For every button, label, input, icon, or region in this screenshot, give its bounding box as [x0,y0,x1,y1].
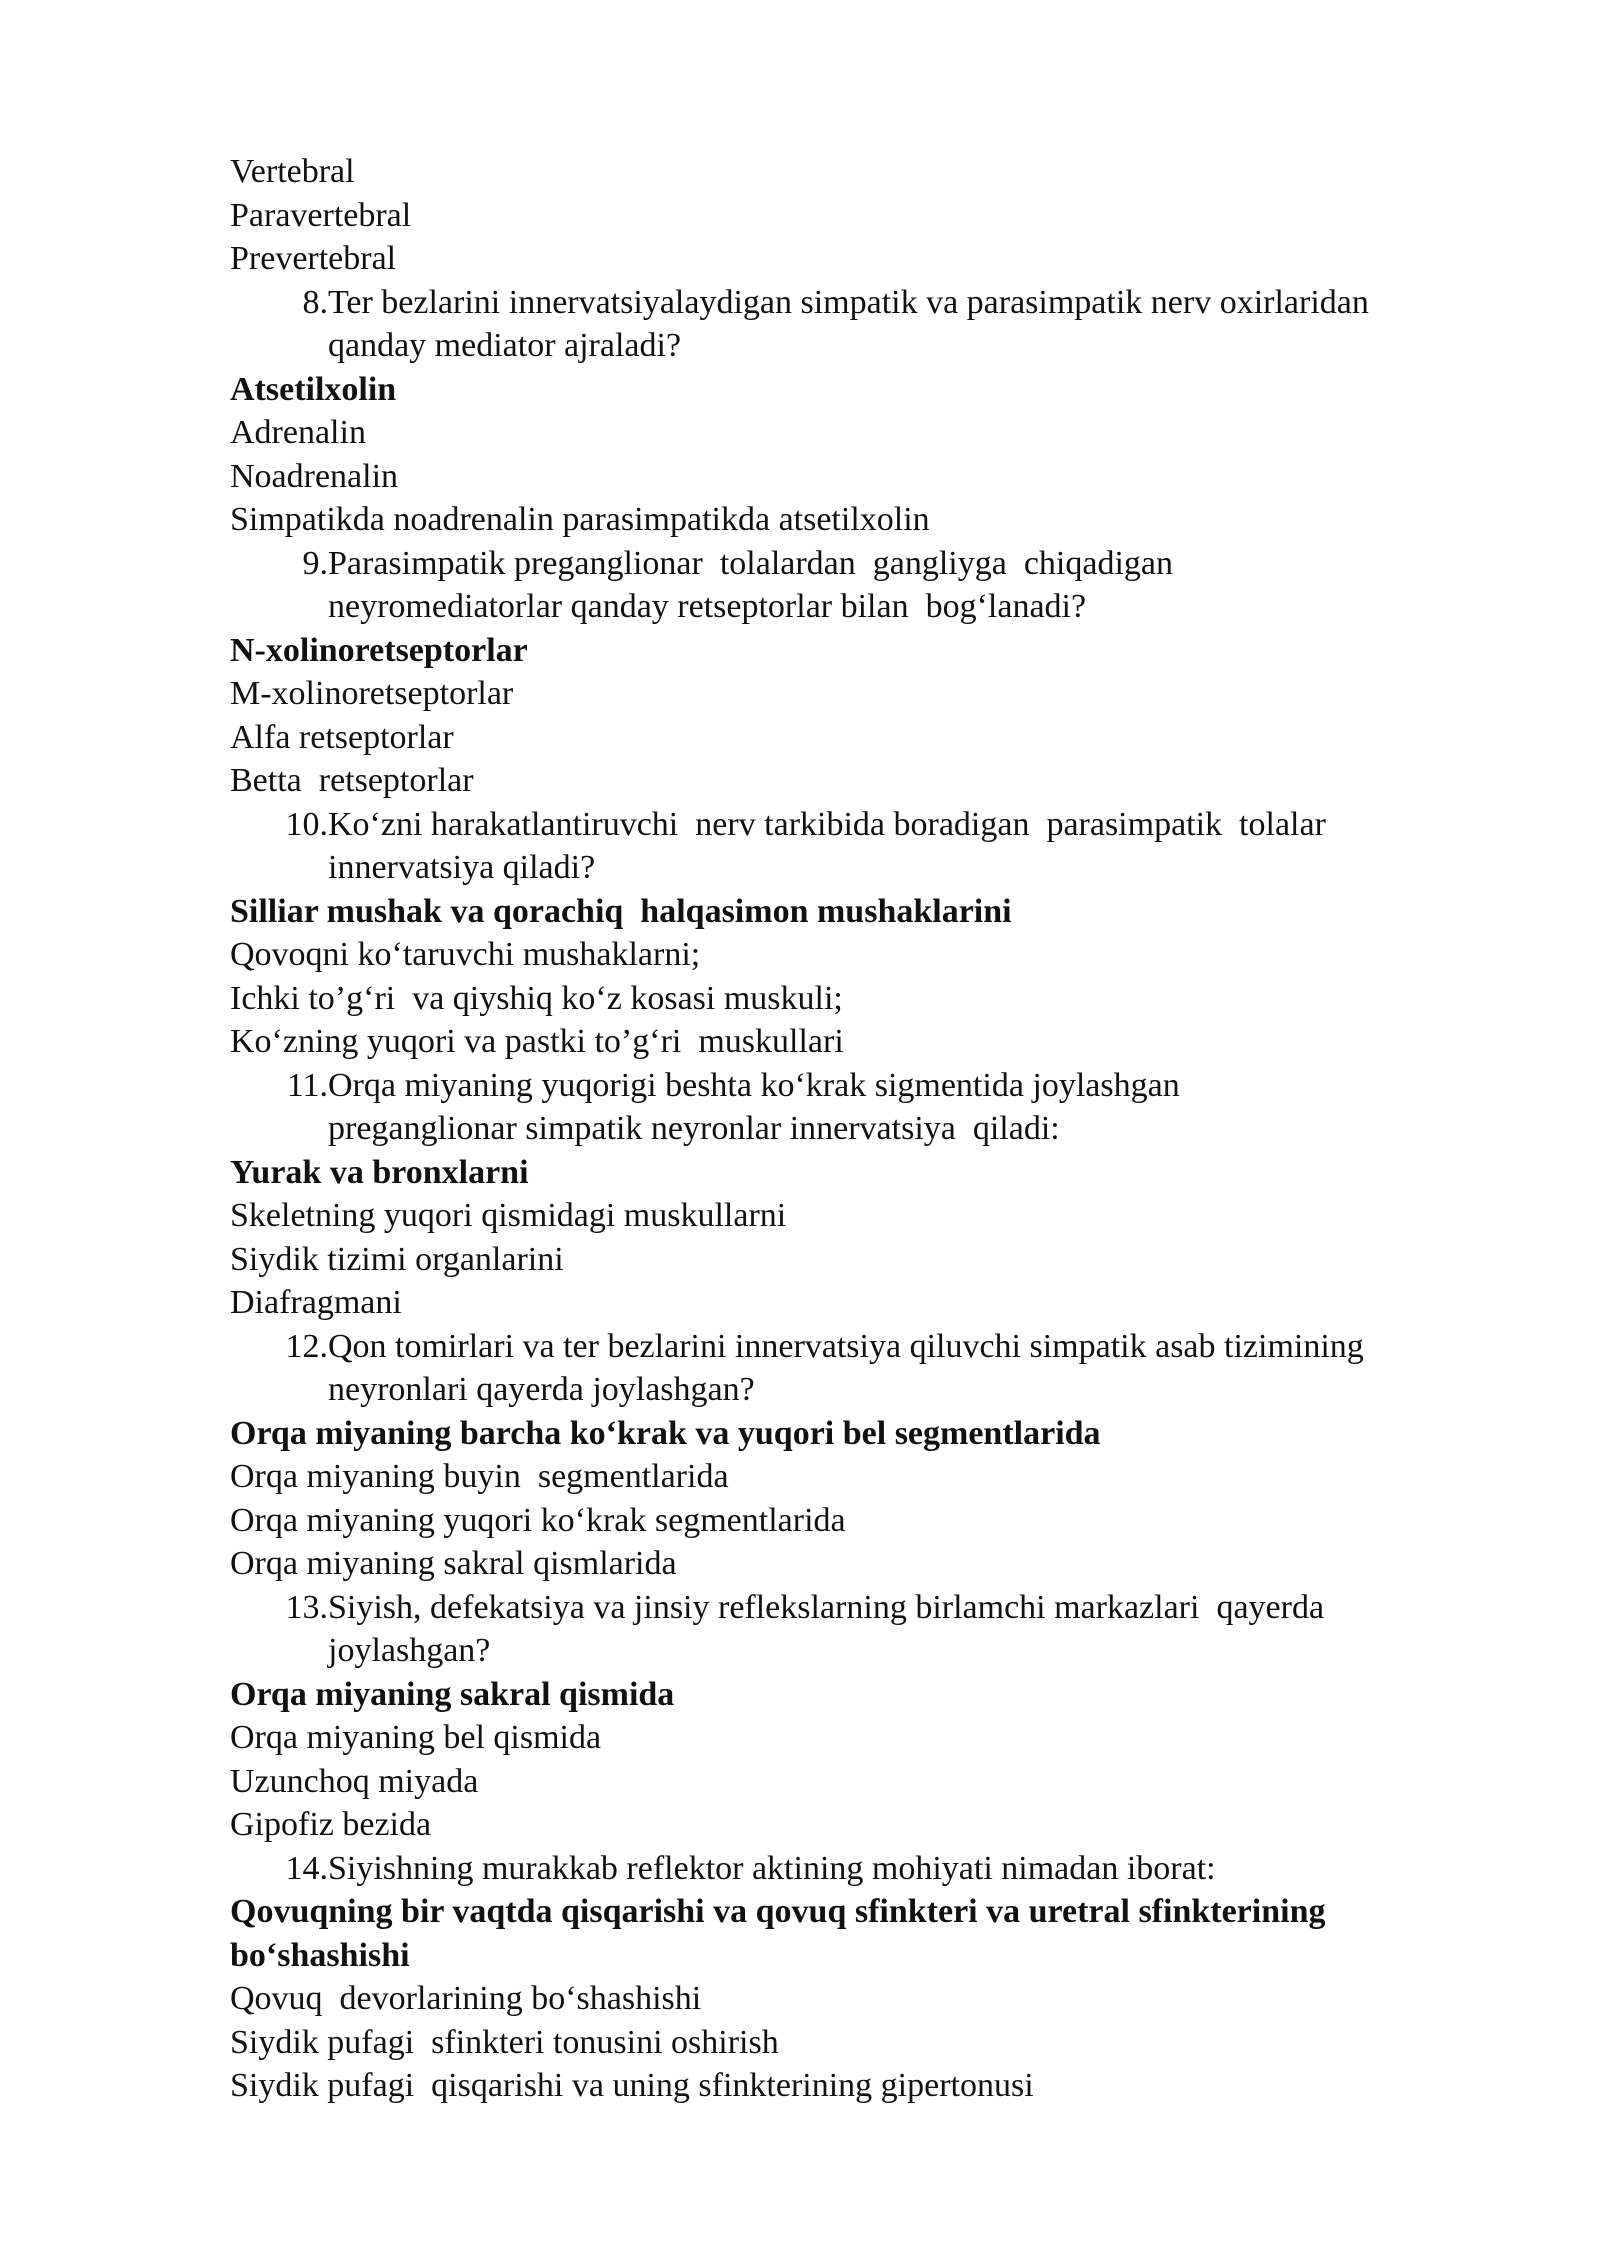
question-number: 8. [302,283,328,321]
correct-answer-option: bo‘shashishi [230,1936,410,1974]
question-text-line: preganglionar simpatik neyronlar innervatsiya qiladi: [328,1110,1060,1147]
question-text-line: neyronlari qayerda joylashgan? [328,1371,755,1408]
question-text [328,542,1508,629]
question-text-line: Ko‘zni harakatlantiruvchi nerv tarkibida boradigan parasimpatik tolalar [328,805,1326,843]
answer-option: Ichki to’g‘ri va qiyshiq ko‘z kosasi muskuli; [230,979,843,1017]
answer-option: M-xolinoretseptorlar [230,675,514,712]
answer-option: Orqa miyaning bel qismida [230,1719,602,1756]
document-page [230,150,1530,2108]
answer-option: Qovuq devorlarining bo‘shashishi [230,1980,702,2017]
question-item [230,542,1530,629]
correct-answer-option: N-xolinoretseptorlar [230,631,528,669]
question-text [328,803,1508,890]
question-text-line: qanday mediator ajraladi? [328,327,682,364]
answer-option: Gipofiz bezida [230,1806,432,1843]
answer-option: Siydik pufagi qisqarishi va uning sfinkterining gipertonusi [230,2067,1034,2104]
question-text-line: Orqa miyaning yuqorigi beshta ko‘krak sigmentida joylashgan [328,1066,1180,1104]
answer-option: Adrenalin [230,414,366,451]
question-text-line: Qon tomirlari va ter bezlarini innervatsiya qiluvchi simpatik asab tizimining [328,1327,1364,1365]
question-text-line: innervatsiya qiladi? [328,849,596,886]
answer-option: Qovoqni ko‘taruvchi mushaklarni; [230,936,701,973]
question-item [230,1064,1530,1151]
answer-option: Noadrenalin [230,457,399,495]
answer-option: Siydik pufagi sfinkteri tonusini oshirish [230,2023,779,2061]
answer-option: Orqa miyaning sakral qismlarida [230,1545,677,1582]
question-text-line: Parasimpatik preganglionar tolalardan gangliyga chiqadigan [328,544,1174,582]
answer-option: Alfa retseptorlar [230,718,454,756]
question-text [328,1325,1508,1412]
answer-option: Simpatikda noadrenalin parasimpatikda atsetilxolin [230,501,930,538]
answer-option: Ko‘zning yuqori va pastki to’g‘ri muskullari [230,1023,844,1060]
answer-option: Siydik tizimi organlarini [230,1240,564,1278]
answer-option: Diafragmani [230,1284,402,1321]
question-text-line: Siyishning murakkab reflektor aktining mohiyati nimadan iborat: [328,1849,1216,1887]
question-text-line: Ter bezlarini innervatsiyalaydigan simpatik va parasimpatik nerv oxirlaridan [328,283,1369,321]
question-number: 11. [286,1066,328,1104]
correct-answer-option: Atsetilxolin [230,370,397,408]
question-text-line: Siyish, defekatsiya va jinsiy reflekslarning birlamchi markazlari qayerda [328,1588,1325,1626]
question-text [328,1586,1508,1673]
question-text [328,1064,1508,1151]
answer-option: Orqa miyaning buyin segmentlarida [230,1458,729,1495]
answer-option: Skeletning yuqori qismidagi muskullarni [230,1197,787,1234]
question-number: 9. [302,544,328,582]
correct-answer-option: Orqa miyaning barcha ko‘krak va yuqori bel segmentlarida [230,1414,1101,1452]
question-text [328,1847,1508,1891]
question-text-line: joylashgan? [328,1632,491,1669]
answer-option: Vertebral [230,153,355,190]
answer-option: Paravertebral [230,196,412,234]
question-item [230,803,1530,890]
answer-option: Uzunchoq miyada [230,1762,479,1800]
question-text-line: neyromediatorlar qanday retseptorlar bilan bog‘lanadi? [328,588,1087,625]
answer-option: Betta retseptorlar [230,762,474,799]
answer-option: Orqa miyaning yuqori ko‘krak segmentlarida [230,1501,846,1539]
question-number: 10. [285,805,328,843]
question-text [328,281,1508,368]
question-item [230,1847,1530,1891]
question-number: 14. [285,1849,328,1887]
correct-answer-option: Orqa miyaning sakral qismida [230,1675,675,1713]
question-number: 13. [285,1588,328,1626]
correct-answer-option: Silliar mushak va qorachiq halqasimon mushaklarini [230,892,1012,930]
answer-option: Prevertebral [230,240,397,277]
question-item [230,1586,1530,1673]
question-item [230,281,1530,368]
correct-answer-option: Yurak va bronxlarni [230,1153,529,1191]
question-item [230,1325,1530,1412]
question-number: 12. [285,1327,328,1365]
correct-answer-option: Qovuqning bir vaqtda qisqarishi va qovuq sfinkteri va uretral sfinkterining [230,1893,1326,1930]
